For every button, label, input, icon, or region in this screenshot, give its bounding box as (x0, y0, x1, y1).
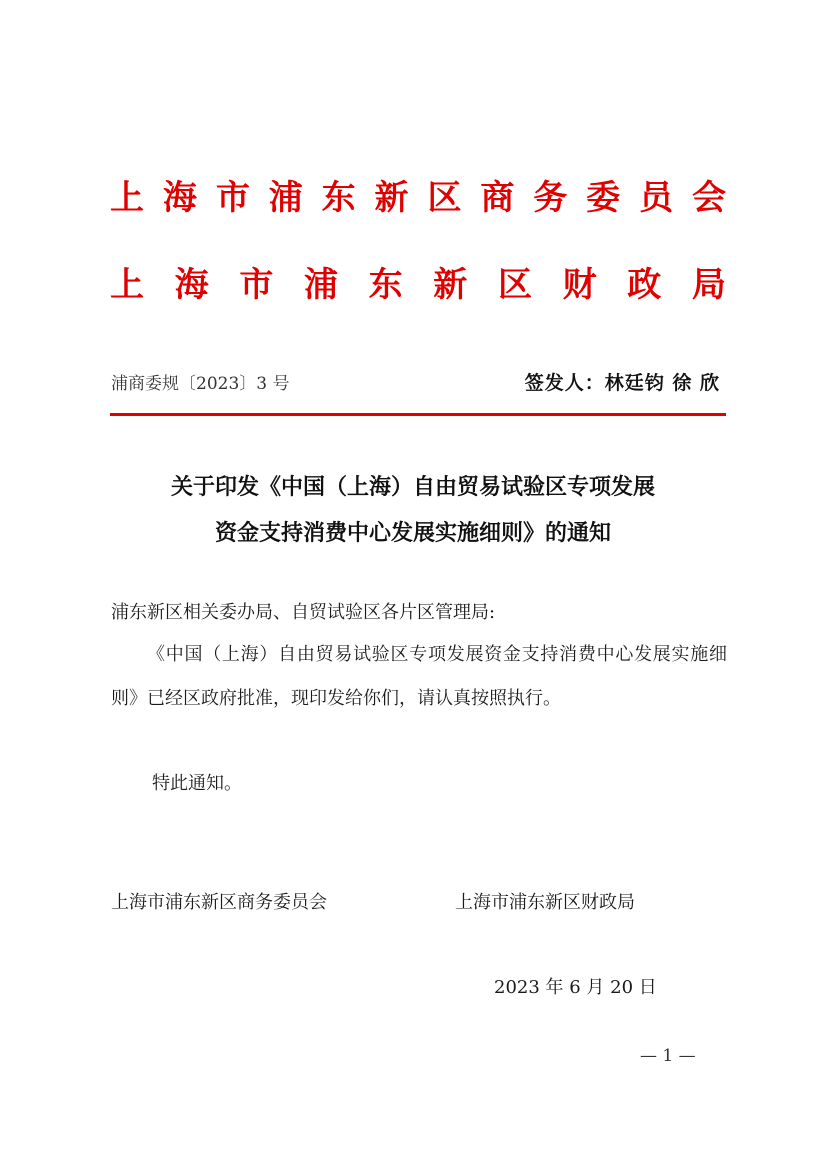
issuer-char: 市 (215, 178, 250, 218)
issuer-char: 商 (480, 178, 515, 218)
issuer-char: 新 (433, 265, 468, 305)
issuer-char: 会 (691, 178, 726, 218)
body-paragraph: 《中国（上海）自由贸易试验区专项发展资金支持消费中心发展实施细则》已经区政府批准，现印发给你们，请认真按照执行。 (111, 644, 727, 709)
issuer-char: 上 (110, 265, 144, 305)
closing-remark: 特此通知。 (152, 773, 242, 794)
signing-org-commerce: 上海市浦东新区商务委员会 (111, 892, 327, 913)
issuer-char: 局 (691, 265, 726, 305)
issuer-char: 上 (110, 178, 144, 218)
document-number: 浦商委规〔2023〕3 号 (111, 374, 290, 394)
signing-org-finance: 上海市浦东新区财政局 (455, 892, 635, 913)
document-title-line-2: 资金支持消费中心发展实施细则》的通知 (214, 520, 611, 546)
issuer-name-finance (110, 265, 726, 305)
signer: 签发人：林廷钧 徐 欣 (524, 372, 720, 394)
issuer-char: 海 (174, 265, 209, 305)
issuer-char: 委 (586, 178, 621, 218)
issuer-char: 浦 (303, 265, 338, 305)
issuer-char: 政 (627, 265, 662, 305)
issuer-char: 新 (374, 178, 409, 218)
page-number: — 1 — (640, 1046, 696, 1066)
issuer-name-commerce (110, 178, 726, 218)
issuer-char: 员 (639, 178, 674, 218)
document-title-line-1: 关于印发《中国（上海）自由贸易试验区专项发展 (170, 474, 655, 500)
issuer-char: 浦 (268, 178, 303, 218)
red-divider (110, 413, 726, 416)
signing-date: 2023 年 6 月 20 日 (494, 977, 657, 998)
issuer-char: 市 (239, 265, 274, 305)
issuer-char: 东 (368, 265, 403, 305)
issuer-char: 财 (562, 265, 597, 305)
issuer-char: 区 (427, 178, 462, 218)
issuer-char: 东 (321, 178, 356, 218)
issuer-char: 区 (497, 265, 532, 305)
addressee: 浦东新区相关委办局、自贸试验区各片区管理局: (111, 602, 496, 623)
issuer-char: 海 (162, 178, 197, 218)
issuer-char: 务 (533, 178, 568, 218)
